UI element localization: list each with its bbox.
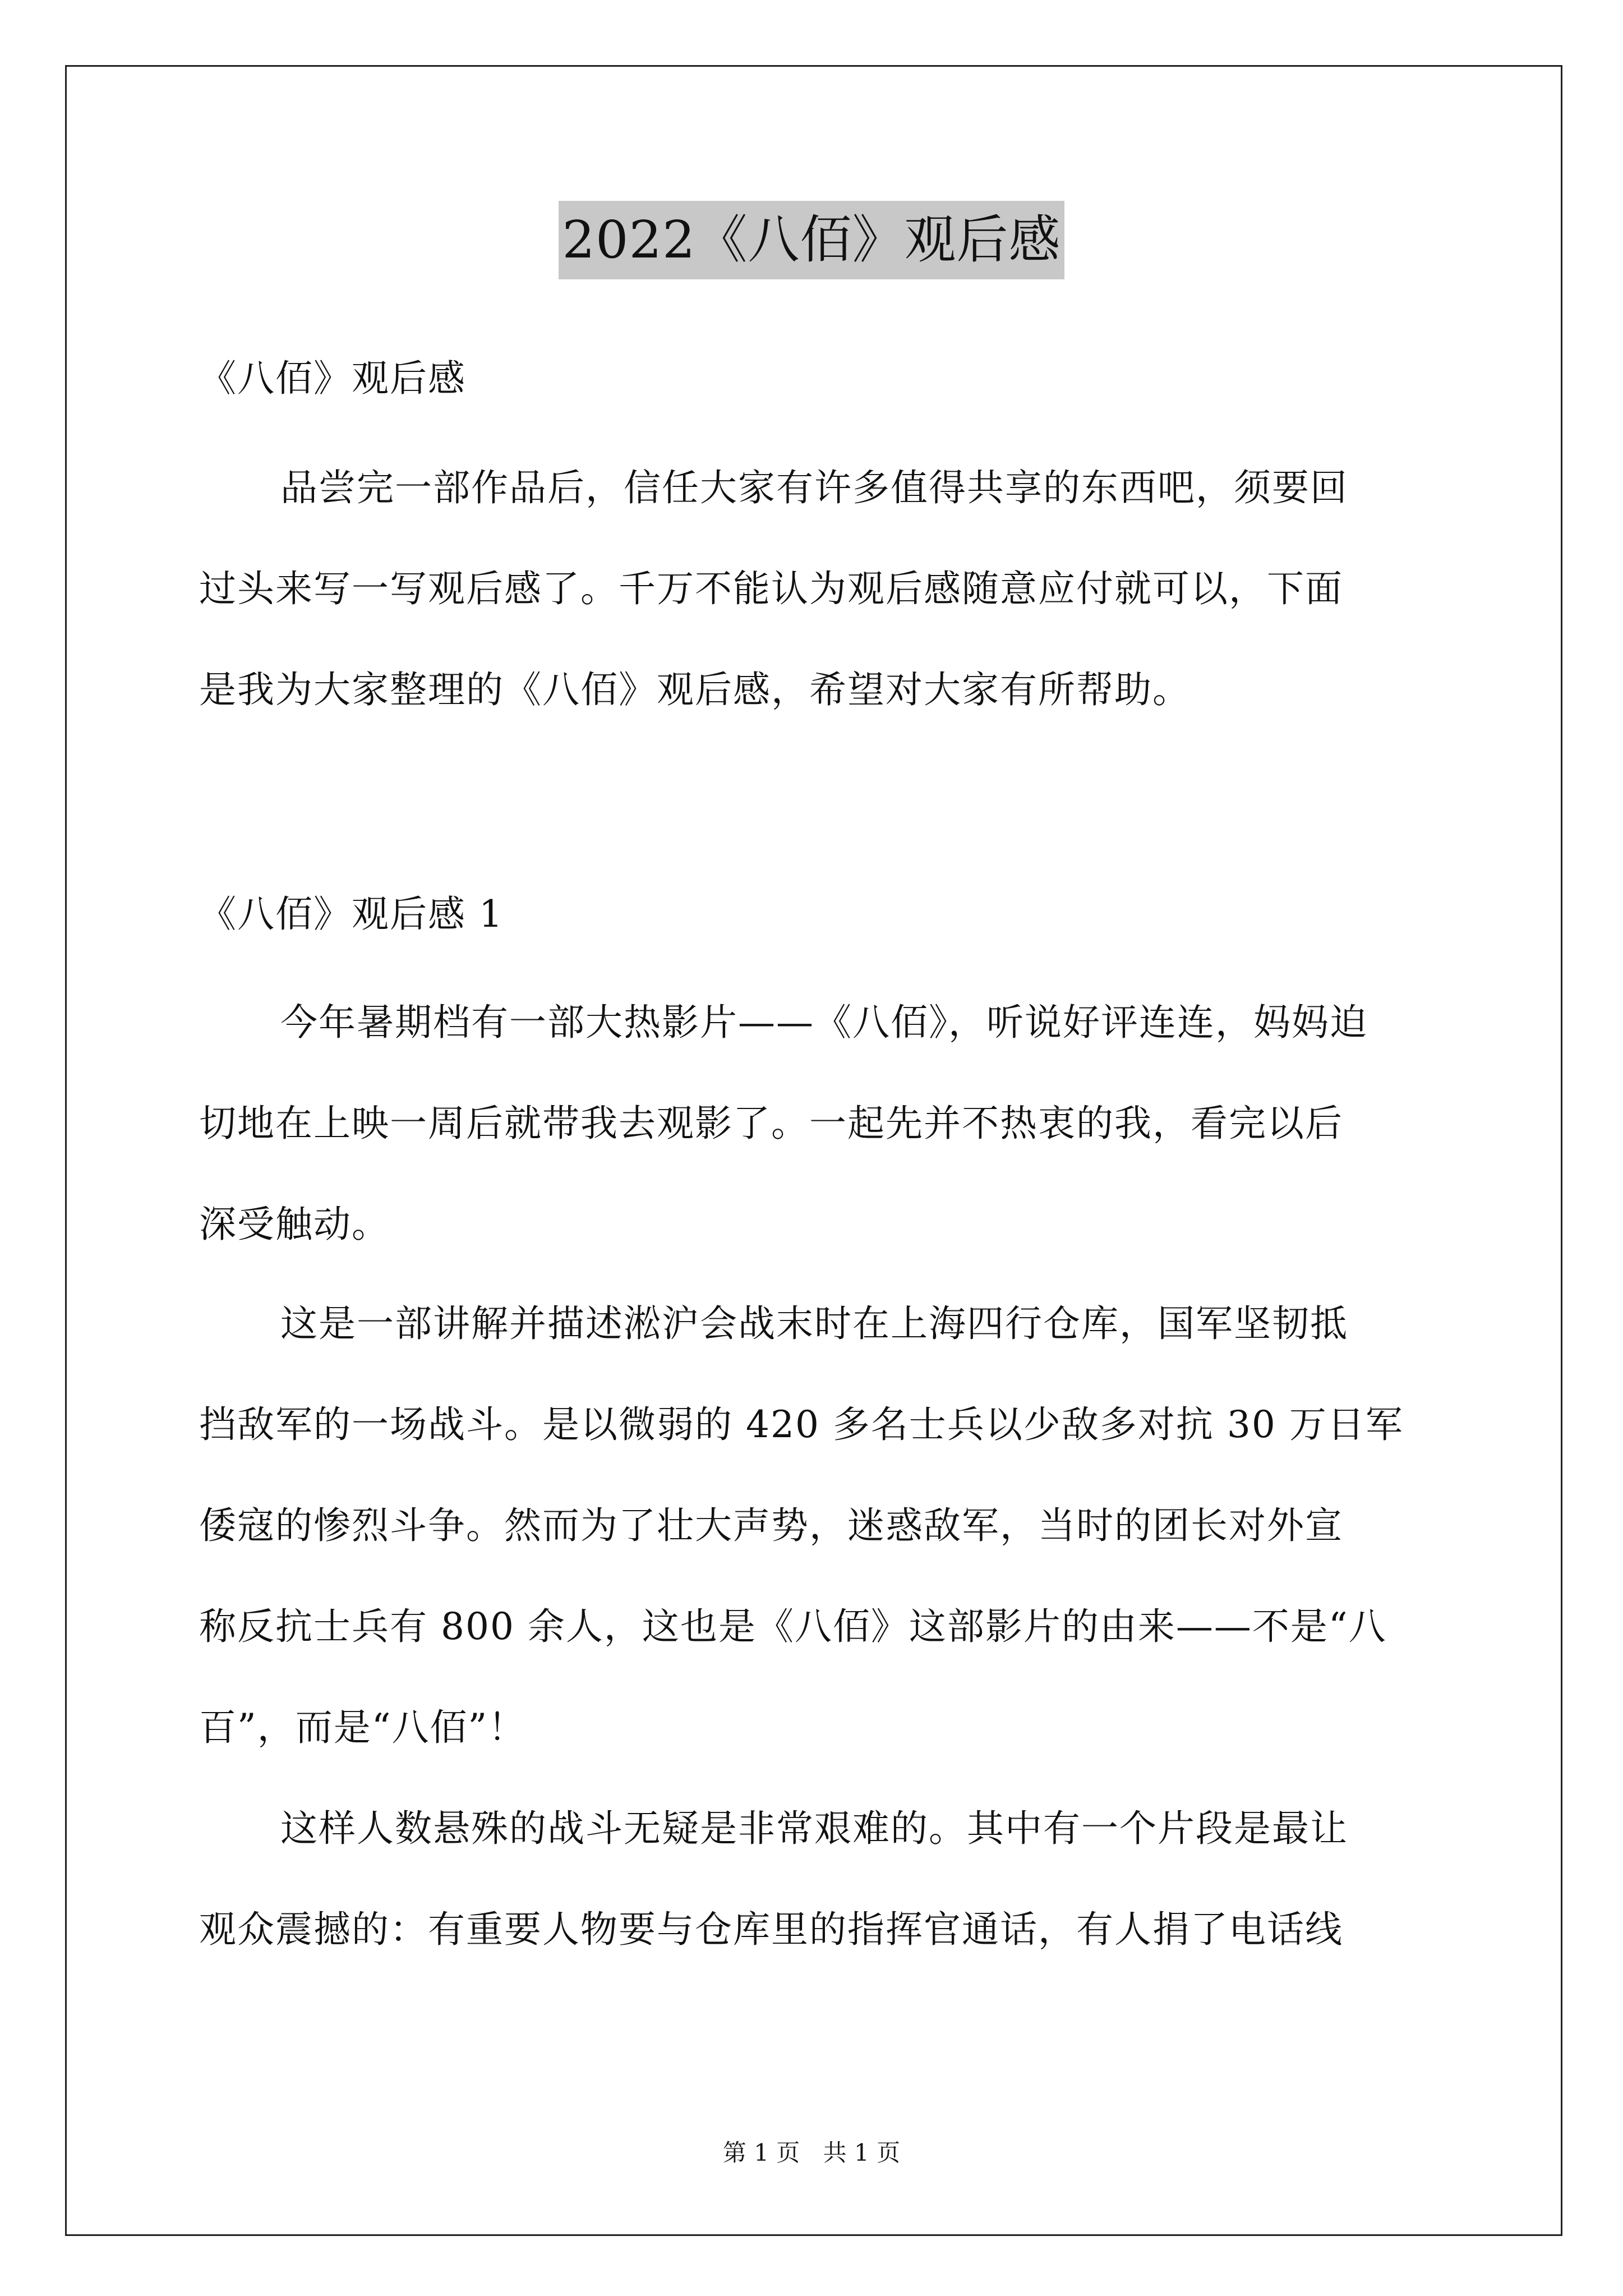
paragraph-2-line-5: 百”，而是“八佰”！	[199, 1706, 527, 1749]
paragraph-1-line-2: 切地在上映一周后就带我去观影了。一起先并不热衷的我，看完以后	[199, 1102, 1343, 1145]
document-title	[0, 201, 1623, 279]
intro-line-2: 过头来写一写观后感了。千万不能认为观后感随意应付就可以，下面	[199, 567, 1343, 610]
paragraph-2	[199, 1273, 1433, 1778]
paragraph-3-line-2: 观众震撼的：有重要人物要与仓库里的指挥官通话，有人捐了电话线	[199, 1908, 1343, 1951]
intro-paragraph	[199, 438, 1433, 740]
paragraph-2-line-1: 这是一部讲解并描述淞沪会战末时在上海四行仓库，国军坚韧抵	[280, 1302, 1348, 1345]
intro-line-3: 是我为大家整理的《八佰》观后感，希望对大家有所帮助。	[199, 668, 1191, 711]
paragraph-1-line-3: 深受触动。	[199, 1203, 390, 1246]
section-heading: 《八佰》观后感 1	[199, 892, 504, 936]
paragraph-2-line-2: 挡敌军的一场战斗。是以微弱的 420 多名士兵以少敌多对抗 30 万日军	[199, 1403, 1404, 1446]
paragraph-3-line-1: 这样人数悬殊的战斗无疑是非常艰难的。其中有一个片段是最让	[280, 1807, 1348, 1850]
document-title-text: 2022《八佰》观后感	[559, 201, 1064, 279]
page-footer	[0, 2136, 1623, 2170]
paragraph-1	[199, 972, 1433, 1275]
paragraph-2-line-3: 倭寇的惨烈斗争。然而为了壮大声势，迷惑敌军，当时的团长对外宣	[199, 1504, 1343, 1547]
subtitle: 《八佰》观后感	[199, 357, 466, 400]
paragraph-1-line-1: 今年暑期档有一部大热影片——《八佰》，听说好评连连，妈妈迫	[280, 1001, 1368, 1044]
paragraph-2-line-4: 称反抗士兵有 800 余人，这也是《八佰》这部影片的由来——不是“八	[199, 1605, 1387, 1648]
paragraph-3	[199, 1778, 1433, 1980]
intro-line-1: 品尝完一部作品后，信任大家有许多值得共享的东西吧，须要回	[280, 466, 1348, 509]
page-number: 第 1 页	[722, 2139, 800, 2166]
page-total: 共 1 页	[823, 2139, 901, 2166]
